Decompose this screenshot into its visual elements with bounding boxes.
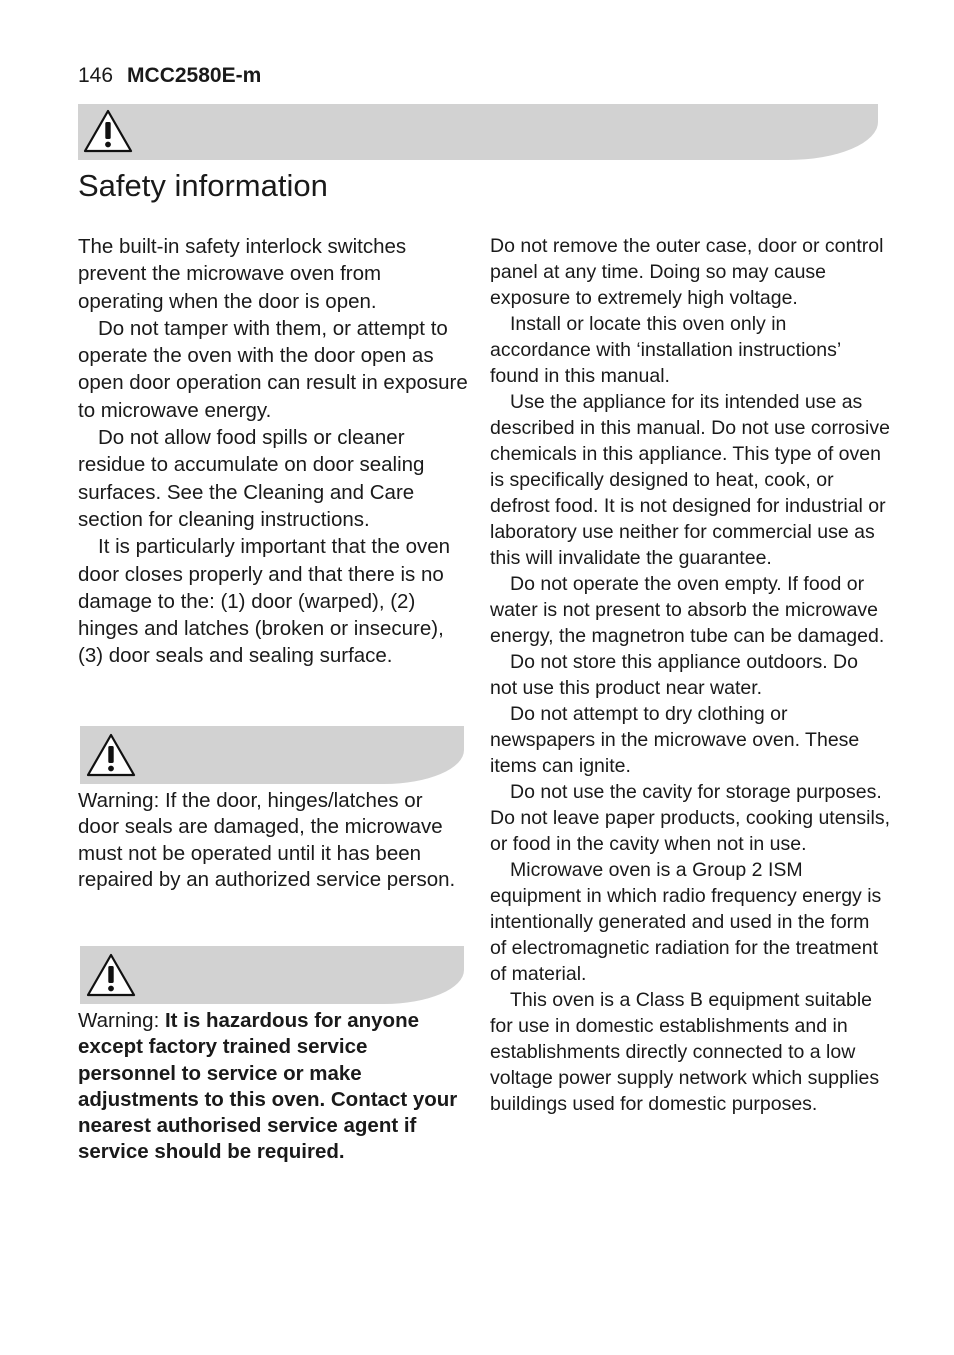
paragraph: Do not attempt to dry clothing or newspapers in the microwave oven. These items can ignite.	[490, 703, 860, 777]
warning-triangle-icon	[85, 952, 137, 998]
paragraph: This oven is a Class B equipment suitable for use in domestic establishments and in establishments directly connected to a low voltage power supply network which supplies buildings used for domestic purposes.	[490, 989, 880, 1115]
page-title: Safety information	[78, 168, 328, 203]
paragraph: Do not use the cavity for storage purposes. Do not leave paper products, cooking utensils, or food in the cavity when not in use.	[490, 781, 890, 855]
paragraph: Install or locate this oven only in accordance with ‘installation instructions’ found in this manual.	[490, 313, 841, 387]
paragraph: The built-in safety interlock switches prevent the microwave oven from operating when the door is open.	[78, 235, 407, 313]
paragraph: Do not allow food spills or cleaner residue to accumulate on door sealing surfaces. See the Cleaning and Care section for cleaning instructions.	[78, 426, 425, 531]
warning-prefix: Warning:	[78, 1009, 165, 1032]
paragraph: Do not tamper with them, or attempt to operate the oven with the door open as open door operation can result in exposure to microwave energy.	[78, 316, 468, 422]
paragraph: Microwave oven is a Group 2 ISM equipment in which radio frequency energy is intentionally generated and used in the form of electromagnetic radiation for the treatment of material.	[490, 859, 882, 985]
page-header	[78, 64, 261, 88]
warning-bold-text: It is hazardous for anyone except factory trained service personnel to service or make adjustments to this oven. Contact your nearest authorised service agent if service should be required.	[78, 1009, 458, 1164]
model-name: MCC2580E-m	[127, 64, 262, 87]
paragraph: Do not store this appliance outdoors. Do not use this product near water.	[490, 651, 858, 699]
left-column	[78, 233, 468, 670]
paragraph: Use the appliance for its intended use as described in this manual. Do not use corrosive chemicals in this appliance. This type of oven is specifically designed to heat, cook, or defrost food. It is not designed for industrial or laboratory use neither for commercial use as this will invalidate the guarantee.	[490, 391, 890, 569]
warning-triangle-icon	[85, 732, 137, 778]
right-column	[490, 233, 890, 1117]
warning-door-damage: Warning: If the door, hinges/latches or door seals are damaged, the microwave must not be operated until it has been repaired by an authorized service person.	[78, 789, 456, 891]
safety-banner	[78, 104, 878, 160]
paragraph: Do not remove the outer case, door or control panel at any time. Doing so may cause exposure to extremely high voltage.	[490, 235, 884, 309]
page-number: 146	[78, 64, 114, 87]
warning-triangle-icon	[82, 108, 134, 154]
warning-banner	[80, 726, 464, 784]
warning-banner	[80, 946, 464, 1004]
paragraph: Do not operate the oven empty. If food or water is not present to absorb the microwave energy, the magnetron tube can be damaged.	[490, 573, 885, 647]
paragraph: It is particularly important that the oven door closes properly and that there is no damage to the: (1) door (warped), (2) hinges and latches (broken or insecure), (3) door seals and sealing surface.	[78, 535, 451, 668]
warning-service-personnel	[78, 1008, 468, 1166]
